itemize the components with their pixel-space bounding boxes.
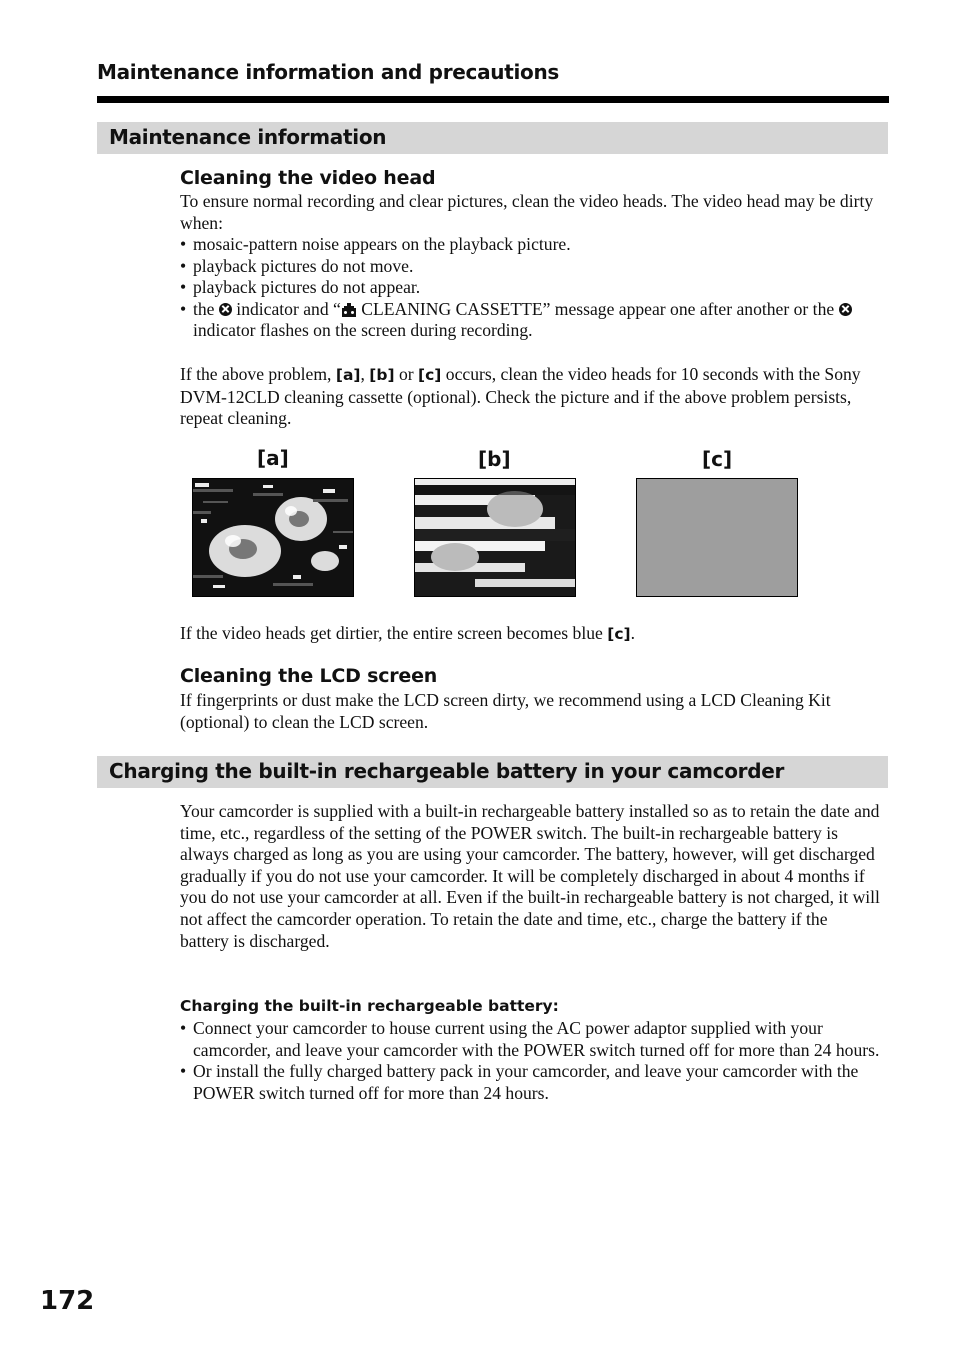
video-head-bullet-list — [180, 234, 890, 342]
page-header: Maintenance information and precautions — [97, 60, 560, 84]
problem-text-b: occurs, clean the video heads for 10 seconds with the Sony DVM-12CLD cleaning cassette (optional). Check the picture and if the above problem persists, repeat cleaning. — [180, 364, 861, 429]
list-item: • playback pictures do not move. — [180, 256, 890, 278]
figure-label-b: [b] — [478, 447, 511, 471]
header-rule — [97, 96, 889, 103]
lcd-paragraph: If fingerprints or dust make the LCD screen dirty, we recommend using a LCD Cleaning Kit (optional) to clean the LCD screen. — [180, 690, 831, 732]
list-item: • mosaic-pattern noise appears on the playback picture. — [180, 234, 890, 256]
section-band-battery — [97, 756, 888, 788]
dirtier-period: . — [630, 623, 635, 643]
problem-paragraph — [180, 364, 880, 430]
section-title-battery: Charging the built-in rechargeable battery in your camcorder — [109, 759, 785, 783]
head-clog-warning-icon — [839, 303, 852, 316]
problem-text-a: If the above problem, — [180, 364, 336, 384]
problem-sep: or — [394, 364, 419, 384]
list-item — [180, 299, 890, 342]
figure-b-frozen-picture-image — [414, 478, 576, 597]
bullet4-text-c: CLEANING CASSETTE” message appear one after another or the — [356, 298, 839, 319]
subhead-video-head: Cleaning the video head — [180, 167, 436, 189]
section-title-maintenance: Maintenance information — [109, 125, 387, 149]
dirtier-paragraph — [180, 623, 880, 646]
bullet4-text-d: indicator flashes on the screen during recording. — [193, 320, 533, 341]
ref-label-c: [c] — [607, 625, 631, 643]
figure-c-blank-screen — [636, 478, 798, 597]
list-item: • Or install the fully charged battery pack in your camcorder, and leave your camcorder with the POWER switch turned off for more than 24 hours. — [180, 1061, 890, 1104]
dirtier-text: If the video heads get dirtier, the entire screen becomes blue — [180, 623, 608, 643]
problem-sep: , — [360, 364, 370, 384]
page-number: 172 — [40, 1286, 95, 1316]
section-band-maintenance — [97, 122, 888, 154]
ref-label-b: [b] — [369, 366, 395, 384]
figure-a-mosaic-noise-image — [192, 478, 354, 597]
bullet4-text-a: the — [193, 298, 219, 319]
bullet4-text-b: indicator and “ — [231, 298, 341, 319]
ref-label-c: [c] — [418, 366, 442, 384]
list-item: • Connect your camcorder to house current using the AC power adaptor supplied with your camcorder, and leave your camcorder with the POWER switch turned off for more than 24 hours. — [180, 1018, 890, 1061]
ref-label-a: [a] — [335, 366, 361, 384]
battery-body-paragraph: Your camcorder is supplied with a built-in rechargeable battery installed so as to retain the date and time, etc., regardless of the setting of the POWER switch. The built-in rechargeable battery is always charged as long as you are using your camcorder. The battery, however, will get discharged gradually if you do not use your camcorder. It will be completely discharged in about 4 months if you do not use your camcorder at all. Even if the built-in rechargeable battery is not charged, it will not affect the camcorder operation. To retain the date and time, etc., charge the battery if the battery is discharged. — [180, 801, 880, 951]
charging-bullet-list — [180, 1018, 890, 1104]
subhead-lcd: Cleaning the LCD screen — [180, 665, 438, 687]
charging-subhead: Charging the built-in rechargeable battery: — [180, 997, 559, 1015]
head-clog-warning-icon — [219, 303, 232, 316]
cleaning-cassette-icon — [341, 303, 357, 317]
figure-label-c: [c] — [702, 447, 733, 471]
video-head-intro: To ensure normal recording and clear pictures, clean the video heads. The video head may be dirty when: — [180, 191, 874, 233]
figure-label-a: [a] — [257, 446, 289, 470]
list-item: • playback pictures do not appear. — [180, 277, 890, 299]
